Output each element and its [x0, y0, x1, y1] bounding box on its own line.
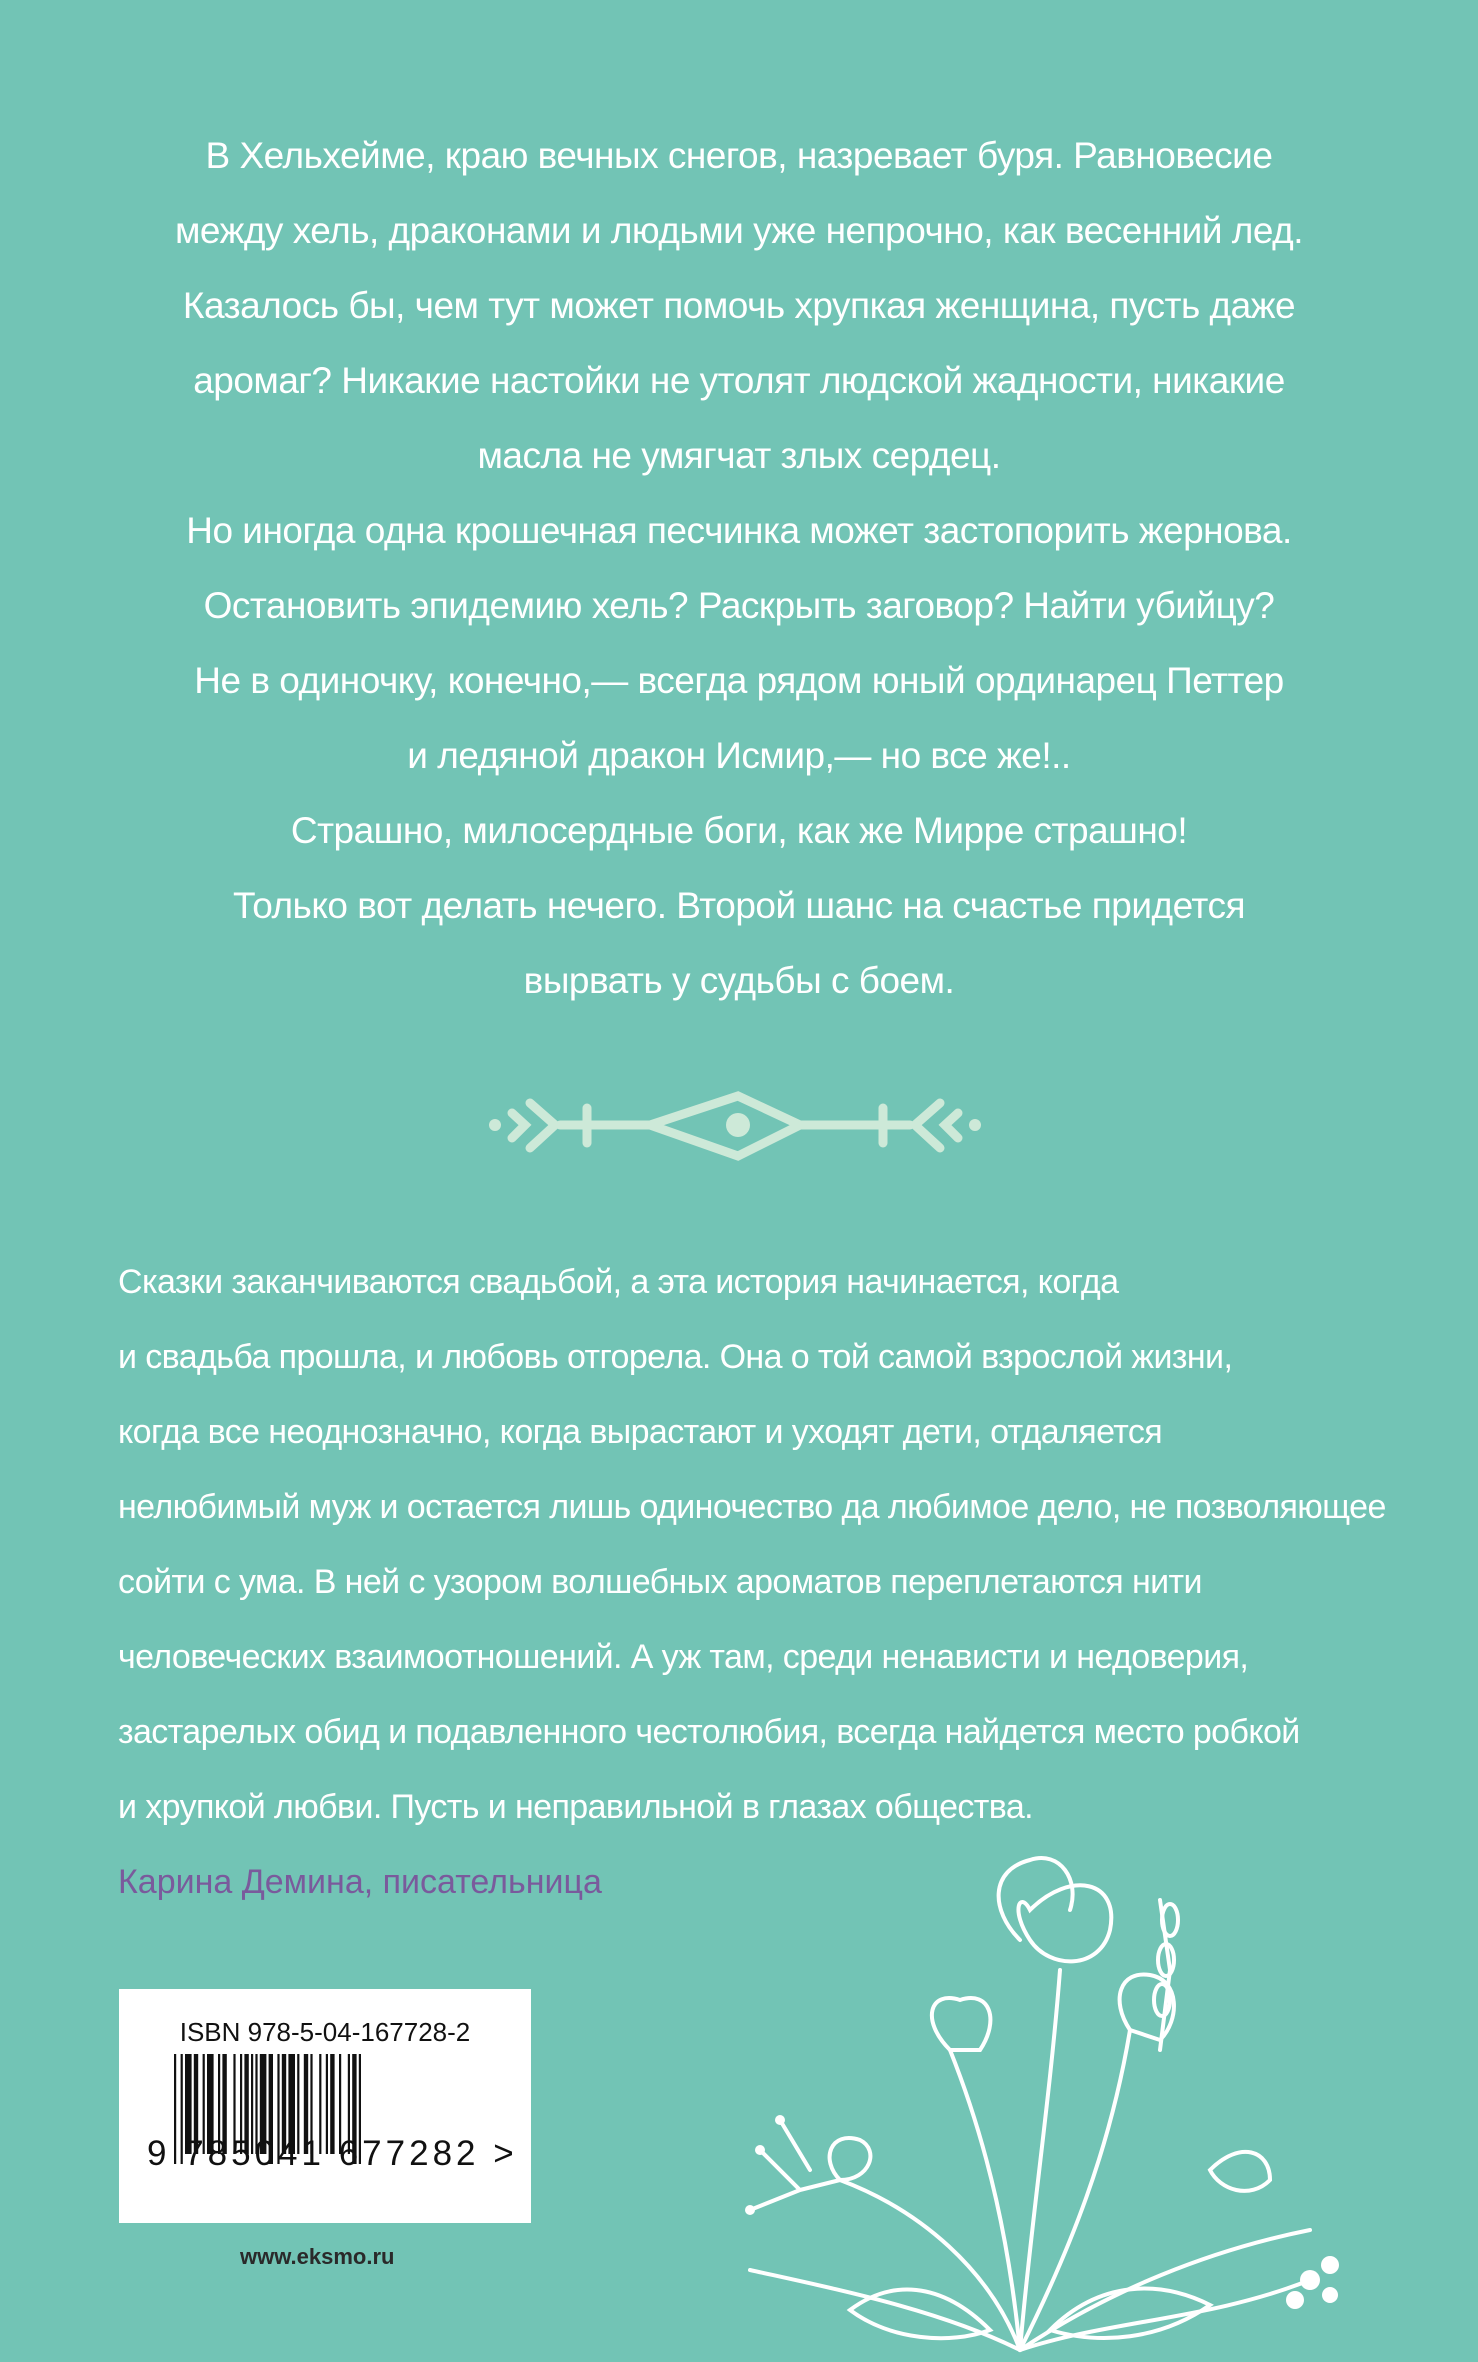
review-text	[118, 1245, 1418, 1920]
review-line: человеческих взаимоотношений. А уж там, среди ненависти и недоверия,	[118, 1638, 1249, 1676]
review-line: сойти с ума. В ней с узором волшебных ароматов переплетаются нити	[118, 1563, 1202, 1601]
annotation-line: между хель, драконами и людьми уже непрочно, как весенний лед.	[174, 210, 1304, 251]
publisher-site: www.eksmo.ru	[240, 2244, 395, 2269]
annotation-line: и ледяной дракон Исмир,— но все же!..	[407, 735, 1071, 776]
annotation-line: Страшно, милосердные боги, как же Мирре страшно!	[290, 810, 1188, 851]
barcode-digits: 9 785041 677282 >	[147, 2134, 518, 2173]
isbn-barcode-block	[119, 1989, 531, 2223]
floral-illustration-icon	[690, 1850, 1390, 2360]
review-line: нелюбимый муж и остается лишь одиночество да любимое дело, не позволяющее	[118, 1488, 1386, 1526]
annotation-line: вырвать у судьбы с боем.	[523, 960, 955, 1001]
annotation-line: масла не умягчат злых сердец.	[477, 435, 1001, 476]
review-author: Карина Демина, писательница	[118, 1863, 602, 1901]
review-line: и хрупкой любви. Пусть и неправильной в глазах общества.	[118, 1788, 1033, 1826]
annotation-text	[60, 118, 1418, 1018]
annotation-line: Не в одиночку, конечно,— всегда рядом юный ординарец Петтер	[194, 660, 1284, 701]
review-line: застарелых обид и подавленного честолюбия, всегда найдется место робкой	[118, 1713, 1300, 1751]
arrow-ornament-icon	[470, 1088, 1000, 1163]
annotation-line: Остановить эпидемию хель? Раскрыть заговор? Найти убийцу?	[203, 585, 1275, 626]
annotation-line: Но иногда одна крошечная песчинка может застопорить жернова.	[186, 510, 1292, 551]
review-line: Сказки заканчиваются свадьбой, а эта история начинается, когда	[118, 1263, 1119, 1301]
annotation-line: Только вот делать нечего. Второй шанс на счастье придется	[232, 885, 1246, 926]
review-line: и свадьба прошла, и любовь отгорела. Она о той самой взрослой жизни,	[118, 1338, 1233, 1376]
review-line: когда все неоднозначно, когда вырастают и уходят дети, отдаляется	[118, 1413, 1163, 1451]
isbn-label: ISBN 978-5-04-167728-2	[179, 2017, 471, 2047]
annotation-line: Казалось бы, чем тут может помочь хрупкая женщина, пусть даже	[182, 285, 1296, 326]
annotation-line: В Хельхейме, краю вечных снегов, назревает буря. Равновесие	[205, 135, 1273, 176]
annotation-line: аромаг? Никакие настойки не утолят людской жадности, никакие	[193, 360, 1285, 401]
